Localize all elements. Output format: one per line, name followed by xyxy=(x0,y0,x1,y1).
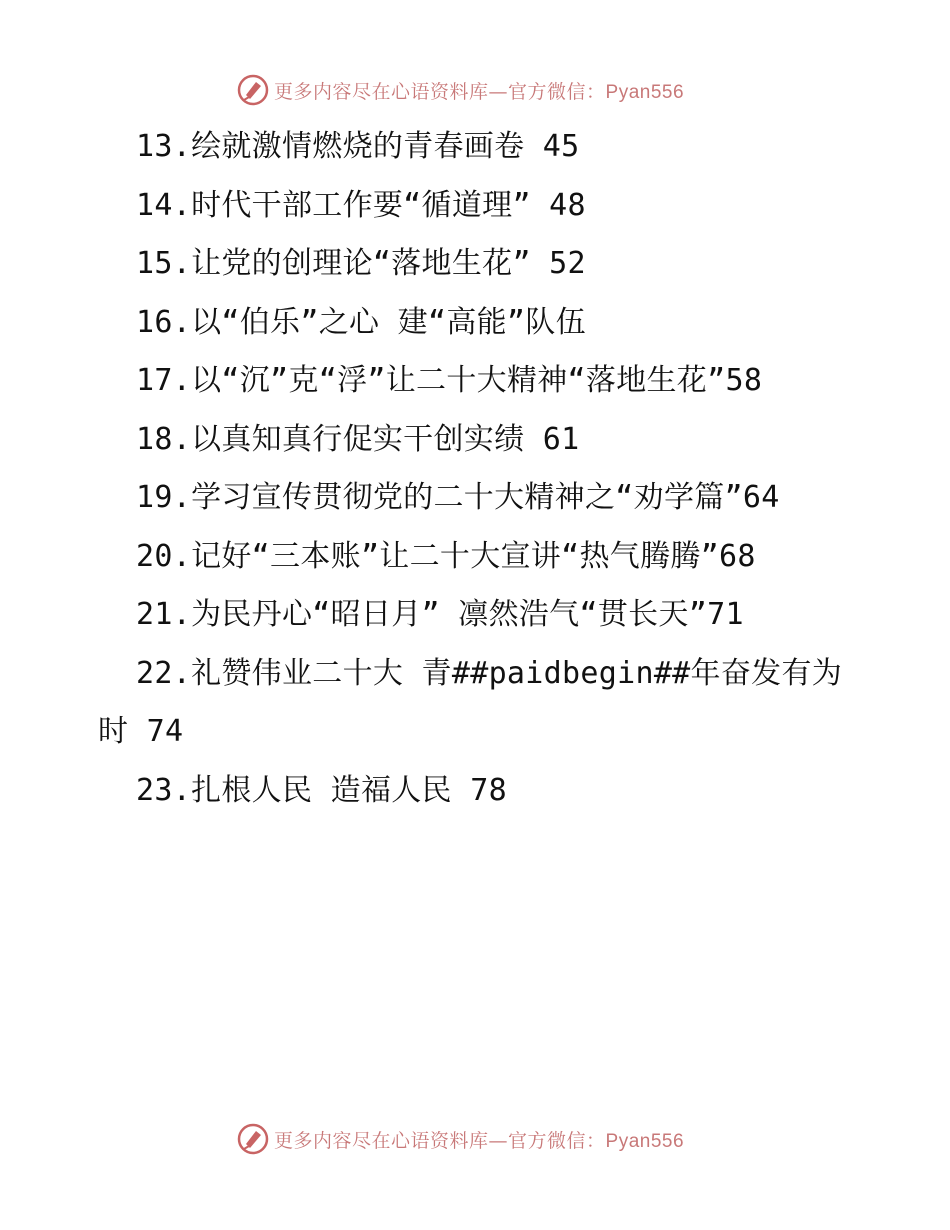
table-of-contents xyxy=(98,118,843,820)
toc-item: 16.以“伯乐”之心 建“高能”队伍 xyxy=(136,304,586,340)
toc-item: 19.学习宣传贯彻党的二十大精神之“劝学篇”64 xyxy=(136,480,780,515)
footer-watermark xyxy=(236,1122,684,1156)
toc-item: 13.绘就激情燃烧的青春画卷 45 xyxy=(136,129,580,164)
toc-item: 17.以“沉”克“浮”让二十大精神“落地生花”58 xyxy=(136,363,763,398)
pen-nib-circle-logo xyxy=(236,1122,270,1156)
toc-item: 20.记好“三本账”让二十大宣讲“热气腾腾”68 xyxy=(136,538,756,574)
toc-item: 14.时代干部工作要“循道理” 48 xyxy=(136,187,586,223)
toc-item: 22.礼赞伟业二十大 青##paidbegin##年奋发有为时 74 xyxy=(98,655,843,749)
header-watermark xyxy=(236,73,684,107)
toc-item: 15.让党的创理论“落地生花” 52 xyxy=(136,246,586,281)
pen-nib-circle-logo xyxy=(236,73,270,107)
toc-item: 21.为民丹心“昭日月” 凛然浩气“贯长天”71 xyxy=(136,597,744,632)
toc-item: 23.扎根人民 造福人民 78 xyxy=(136,772,507,808)
watermark-text: 更多内容尽在心语资料库—官方微信：Pyan556 xyxy=(274,1129,685,1152)
watermark-text: 更多内容尽在心语资料库—官方微信：Pyan556 xyxy=(274,80,685,103)
toc-item: 18.以真知真行促实干创实绩 61 xyxy=(136,421,580,457)
